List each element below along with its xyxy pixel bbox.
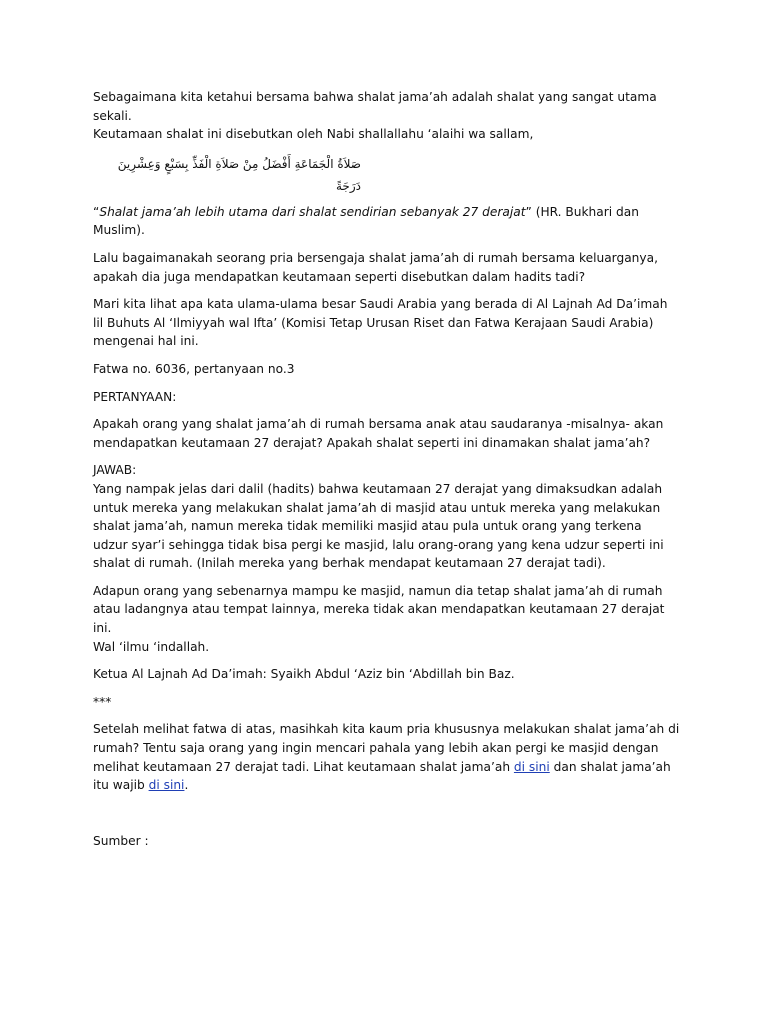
arabic-hadith-block	[93, 153, 680, 197]
closing-paragraph	[93, 720, 680, 794]
question-heading: PERTANYAAN:	[93, 389, 177, 404]
closing-middle: dan shalat jama’ah itu wajib	[93, 759, 671, 793]
answer-heading: JAWAB:	[93, 463, 137, 478]
arabic-hadith: صَلاَةُ الْجَمَاعَةِ أَفْضَلُ مِنْ صَلاَةِ الْفَذِّ بِسَبْعٍ وَعِشْرِينَ دَرَجَةً	[117, 156, 361, 193]
link-keutamaan[interactable]: di sini	[513, 759, 550, 774]
answer-paragraph-2	[93, 582, 680, 656]
intro-line-2: Keutamaan shalat ini disebutkan oleh Nabi shallallahu ‘alaihi wa sallam,	[93, 127, 534, 142]
spacer	[93, 804, 680, 832]
closing-text: Setelah melihat fatwa di atas, masihkah kita kaum pria khususnya melakukan shalat jama’ah di rumah? Tentu saja orang yang ingin mencari pahala yang lebih akan pergi ke masjid dengan melihat keutamaan 27 derajat tadi. Lihat keutamaan shalat jama’ah	[93, 722, 680, 774]
quote-open: “	[93, 204, 100, 219]
question-intro-paragraph: Lalu bagaimanakah seorang pria bersengaja shalat jama’ah di rumah bersama keluarganya, apakah dia juga mendapatkan keutamaan seperti disebutkan dalam hadits tadi?	[93, 250, 658, 284]
ulama-paragraph: Mari kita lihat apa kata ulama-ulama besar Saudi Arabia yang berada di Al Lajnah Ad Da’imah lil Buhuts Al ‘Ilmiyyah wal Ifta’ (Komisi Tetap Urusan Riset dan Fatwa Kerajaan Saudi Arabia) mengenai hal ini.	[93, 297, 668, 349]
hadith-translation-paragraph	[93, 203, 680, 240]
answer-text: Yang nampak jelas dari dalil (hadits) bahwa keutamaan 27 derajat yang dimaksudkan adalah untuk mereka yang melakukan shalat jama’ah di masjid atau untuk mereka yang melakukan shalat jama’ah, namun mereka tidak memiliki masjid atau pula untuk orang yang terkena udzur syar’i sehingga tidak bisa pergi ke masjid, lalu orang-orang yang kena udzur seperti ini shalat di rumah. (Inilah mereka yang berhak mendapat keutamaan 27 derajat tadi).	[93, 481, 664, 571]
fatwa-reference: Fatwa no. 6036, pertanyaan no.3	[93, 361, 295, 376]
hadith-translation: Shalat jama’ah lebih utama dari shalat sendirian sebanyak 27 derajat	[99, 204, 526, 219]
question-text: Apakah orang yang shalat jama’ah di rumah bersama anak atau saudaranya -misalnya- akan mendapatkan keutamaan 27 derajat? Apakah shalat seperti ini dinamakan shalat jama’ah?	[93, 417, 664, 450]
closing-end: .	[184, 778, 189, 793]
signature: Ketua Al Lajnah Ad Da’imah: Syaikh Abdul ‘Aziz bin ‘Abdillah bin Baz.	[93, 667, 515, 682]
separator: ***	[93, 694, 112, 709]
link-wajib[interactable]: di sini	[148, 778, 185, 793]
quote-close: ”	[525, 204, 532, 219]
wal-ilmu: Wal ‘ilmu ‘indallah.	[93, 639, 210, 654]
answer-text-2: Adapun orang yang sebenarnya mampu ke masjid, namun dia tetap shalat jama’ah di rumah atau ladangnya atau tempat lainnya, mereka tidak akan mendapatkan keutamaan 27 derajat ini.	[93, 583, 665, 636]
intro-line-1: Sebagaimana kita ketahui bersama bahwa shalat jama’ah adalah shalat yang sangat utama sekali.	[93, 90, 657, 123]
hadith-source: (HR. Bukhari dan Muslim).	[93, 204, 639, 238]
intro-paragraph	[93, 88, 680, 144]
answer-paragraph	[93, 461, 680, 573]
source-label: Sumber :	[93, 833, 149, 848]
